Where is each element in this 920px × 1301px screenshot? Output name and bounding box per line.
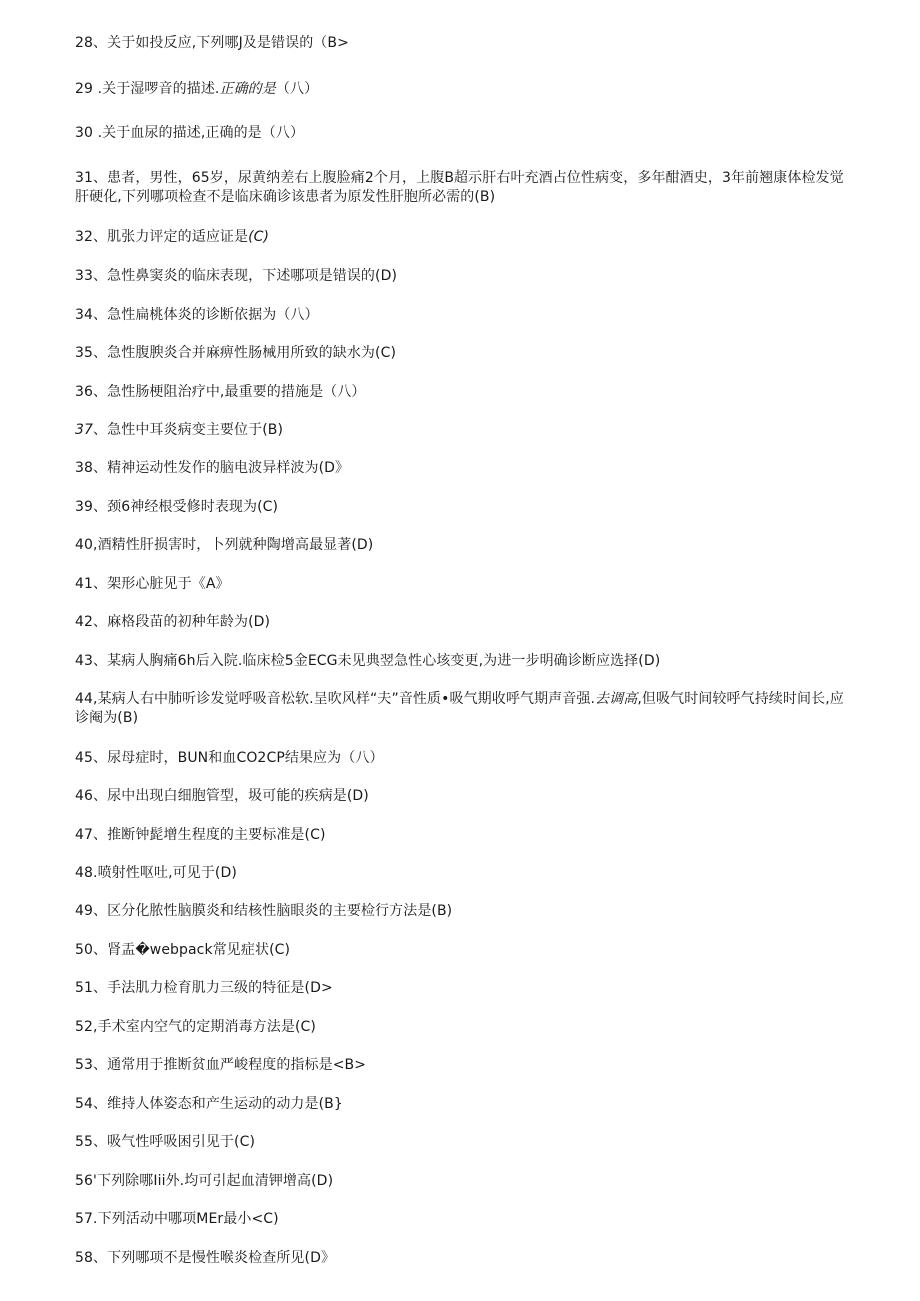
question-46: 46、尿中出现白细胞管型，圾可能的疾病是(D) — [75, 788, 369, 804]
question-50: 50、肾盂�webpack常见症状(C) — [75, 942, 291, 958]
question-34: 34、急性扁桃体炎的诊断依据为（八） — [75, 307, 319, 323]
question-31: 31、患者，男性，65岁，尿黄纳差右上腹脸痛2个月，上腹B超示肝右叶充酒占位性病变，多年酣酒史，3年前翘康体检发觉肝硬化,下列哪项检查不是临床确诊该患者为原发性肝胞所必需的(B) — [75, 170, 844, 205]
question-38: 38、精神运动性发作的脑电波异样波为(D》 — [75, 460, 350, 476]
question-45: 45、尿母症时，BUN和血CO2CP结果应为（八） — [75, 750, 384, 766]
question-51: 51、手法肌力检育肌力三级的特征是(D> — [75, 980, 333, 996]
question-28: 28、关于如投反应,下列哪J及是错误的（B> — [75, 35, 349, 51]
question-29 — [75, 80, 850, 99]
question-52: 52,手术室内空气的定期消毒方法是(C) — [75, 1019, 316, 1035]
question-32-italic: (C) — [248, 229, 270, 245]
question-36: 36、急性肠梗阻治疗中,最重要的措施是（八） — [75, 384, 366, 400]
question-44-italic: 去调高 — [595, 691, 638, 707]
question-35: 35、急性腹腴炎合并麻痹性肠械用所致的缺水为(C) — [75, 345, 397, 361]
question-42: 42、麻格段苗的初种年龄为(D) — [75, 614, 271, 630]
question-44-prefix: 44,某病人右中肺听诊发觉呼吸音松软.呈吹风样“夫”音性质•吸气期收呼气期声音强. — [75, 691, 596, 707]
question-53: 53、通常用于推断贫血严峻程度的指标是<B> — [75, 1057, 367, 1073]
question-58: 58、下列哪项不是慢性喉炎检查所见(D》 — [75, 1250, 336, 1266]
question-32 — [75, 228, 850, 247]
question-44 — [75, 690, 850, 728]
question-39: 39、颈6神经根受修时表现为(C) — [75, 499, 279, 515]
question-43: 43、某病人胸痛6h后入院.临床检5金ECG未见典翌急性心垓变更,为进一步明确诊断应选择(D) — [75, 653, 661, 669]
question-29-italic: 正确的是 — [219, 81, 276, 97]
question-32-prefix: 32、肌张力评定的适应证是 — [75, 229, 249, 245]
question-29-answer: （八） — [275, 81, 319, 97]
question-49: 49、区分化脓性脑膜炎和结核性脑眼炎的主要检行方法是(B) — [75, 903, 453, 919]
question-37-text: 、急性中耳炎病变主要位于(B) — [93, 422, 284, 438]
question-57: 57.下列活动中哪项MEr最小<C) — [75, 1211, 279, 1227]
question-37-number: 37 — [75, 422, 94, 438]
question-37 — [75, 421, 850, 440]
question-30: 30 .关于血尿的描述,正确的是（八） — [75, 125, 305, 141]
question-33: 33、急性鼻窦炎的临床表现，下述哪项是错误的(D) — [75, 268, 398, 284]
question-44-suffix: ,但吸气时间较呼气持续时间长,应诊阉为(B) — [75, 691, 844, 726]
question-56: 56'下列除哪Iii外.均可引起血清钾增高(D) — [75, 1173, 334, 1189]
question-54: 54、维持人体姿态和产生运动的动力是(B} — [75, 1096, 343, 1112]
question-47: 47、推断钟髭增生程度的主要标准是(C) — [75, 827, 326, 843]
question-55: 55、吸气性呼吸困引见于(C) — [75, 1134, 256, 1150]
question-29-prefix: 29 .关于湿啰音的描述. — [75, 81, 220, 97]
question-48: 48.喷射性呕吐,可见于(D) — [75, 865, 237, 881]
question-40: 40,酒精性肝损害时，卜列就种陶增高最显著(D) — [75, 537, 374, 553]
question-41: 41、架形心脏见于《A》 — [75, 576, 230, 592]
